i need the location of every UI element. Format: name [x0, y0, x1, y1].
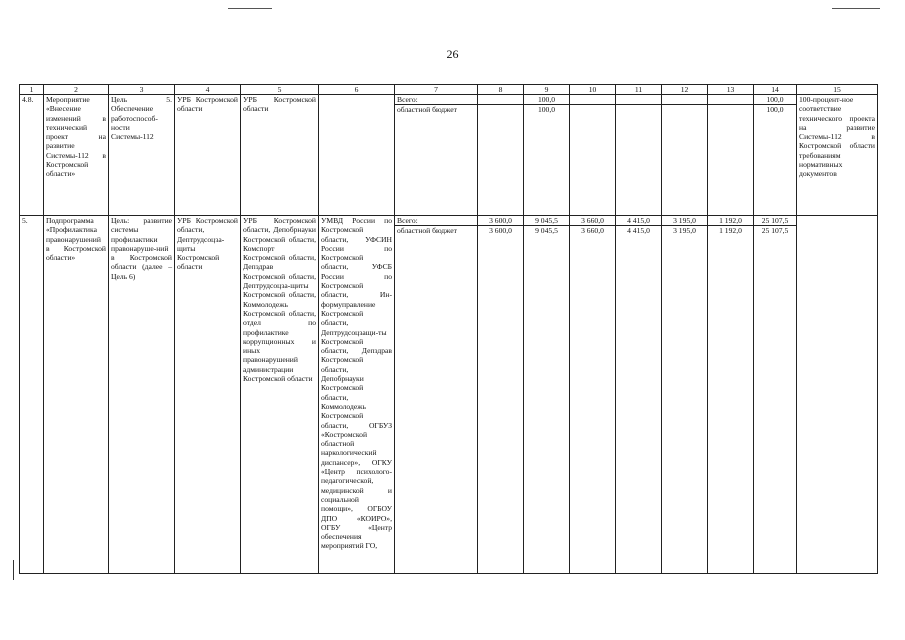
value-budget: 25 107,5 [754, 225, 796, 235]
scan-artifact-line [832, 8, 880, 9]
value-total: 100,0 [537, 95, 556, 104]
header-cell: 12 [662, 85, 708, 95]
value-budget [616, 104, 661, 114]
value-total [618, 95, 659, 104]
header-cell: 7 [395, 85, 478, 95]
value-total: 100,0 [766, 95, 784, 104]
value-budget [570, 104, 615, 114]
value-budget: 3 600,0 [478, 225, 523, 235]
value-budget [478, 104, 523, 114]
year-value [478, 95, 524, 216]
value-total: 1 192,0 [719, 216, 742, 225]
value-budget: 3 660,0 [570, 225, 615, 235]
header-cell: 11 [616, 85, 662, 95]
table-row [20, 95, 878, 216]
total-value [754, 216, 797, 574]
scan-edge-mark [13, 560, 14, 580]
value-budget: 100,0 [524, 104, 569, 114]
table-row [20, 216, 878, 574]
value-total [480, 95, 521, 104]
year-value [708, 216, 754, 574]
total-value [754, 95, 797, 216]
page-number: 26 [446, 47, 459, 61]
year-value [524, 95, 570, 216]
value-total: 3 600,0 [489, 216, 512, 225]
value-budget [662, 104, 707, 114]
value-budget: 4 415,0 [616, 225, 661, 235]
header-cell: 9 [524, 85, 570, 95]
value-total: 4 415,0 [627, 216, 650, 225]
value-budget: 9 045,5 [524, 225, 569, 235]
funding-total-label: Всего: [397, 95, 418, 104]
year-value [616, 216, 662, 574]
executor: УРБ Костромской области [241, 95, 319, 216]
year-value [708, 95, 754, 216]
coordinator: УРБ Костромской области [175, 95, 241, 216]
activity-name: Подпрограмма «Профилактика правонарушений в Костромской области» [44, 216, 109, 574]
value-budget [708, 104, 753, 114]
header-cell: 4 [175, 85, 241, 95]
activity-name: Мероприятие «Внесение изменений в технический проект на развитие Системы-112 в Костромской области» [44, 95, 109, 216]
participants: УМВД России по Костромской области, УФСИН России по Костромской области, УФСБ России по Костромской области, Ин-формуправление Костромской области, Дептрудсоцзащи-ты Костромской области, Депздрав Костромской области, Депобрнауки Костромской области, Коммолодежь Костромской области, ОГБУЗ «Костромской областной наркологический диспансер», ОГКУ «Центр психолого-педагогической, медицинской и социальной помощи», ОГБОУ ДПО «КОИРО», ОГБУ «Центр обеспечения мероприятий ГО, [319, 216, 395, 574]
value-total: 9 045,5 [535, 216, 558, 225]
value-budget: 1 192,0 [708, 225, 753, 235]
coordinator: УРБ Костромской области, Дептрудсоцза-щиты Костромской области [175, 216, 241, 574]
value-total: 25 107,5 [761, 216, 789, 225]
year-value [616, 95, 662, 216]
goal: Цель 5. Обеспечение работоспособ-ности Системы-112 [109, 95, 175, 216]
participants [319, 95, 395, 216]
program-table [19, 84, 878, 574]
header-cell: 3 [109, 85, 175, 95]
year-value [524, 216, 570, 574]
table-header-row [20, 85, 878, 95]
header-cell: 5 [241, 85, 319, 95]
funding-source [395, 216, 478, 574]
value-total [572, 95, 613, 104]
row-number: 4.8. [20, 95, 44, 216]
year-value [662, 95, 708, 216]
header-cell: 2 [44, 85, 109, 95]
header-cell: 1 [20, 85, 44, 95]
value-total: 3 660,0 [581, 216, 604, 225]
year-value [570, 95, 616, 216]
value-total: 3 195,0 [673, 216, 696, 225]
header-cell: 6 [319, 85, 395, 95]
year-value [570, 216, 616, 574]
value-budget: 3 195,0 [662, 225, 707, 235]
expected-result [797, 216, 878, 574]
funding-total-label: Всего: [397, 216, 418, 225]
header-cell: 15 [797, 85, 878, 95]
executor: УРБ Костромской области, Депобрнауки Костромской области, Комспорт Костромской области, Депздрав Костромской области, Дептрудсоцза-щиты Костромской области, Коммолодежь Костромской области, отдел по профилактике коррупционных и иных правонарушений администрации Костромской области [241, 216, 319, 574]
value-total [710, 95, 751, 104]
row-number: 5. [20, 216, 44, 574]
header-cell: 10 [570, 85, 616, 95]
goal: Цель: развитие системы профилактики правонаруше-ний в Костромской области (далее – Цель 6) [109, 216, 175, 574]
funding-source [395, 95, 478, 216]
expected-result: 100-процент-ное соответствие технического проекта на развитие Системы-112 в Костромской области требованиям нормативных документов [797, 95, 878, 216]
value-budget: 100,0 [754, 104, 796, 114]
funding-budget-label: областной бюджет [395, 104, 477, 114]
year-value [478, 216, 524, 574]
scan-artifact-line [228, 8, 272, 9]
header-cell: 13 [708, 85, 754, 95]
header-cell: 14 [754, 85, 797, 95]
year-value [662, 216, 708, 574]
value-total [664, 95, 705, 104]
header-cell: 8 [478, 85, 524, 95]
funding-budget-label: областной бюджет [395, 225, 477, 235]
